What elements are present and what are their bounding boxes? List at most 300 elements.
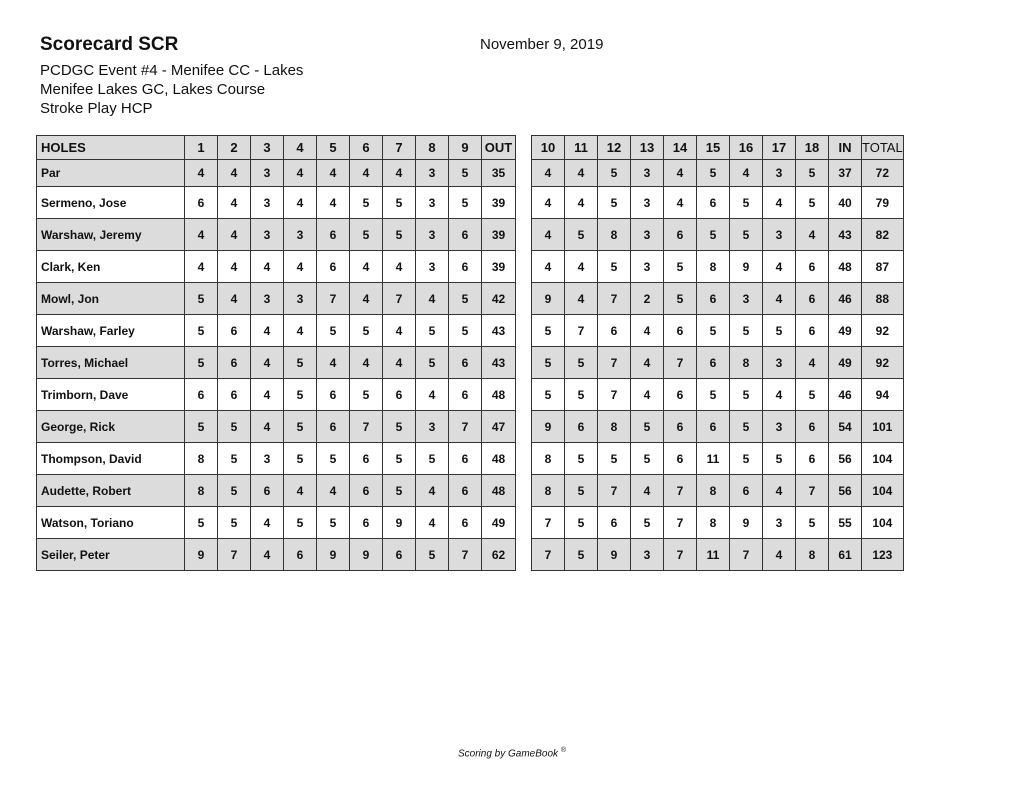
score-cell: 9 — [350, 539, 383, 571]
par-value: 4 — [185, 160, 218, 187]
score-cell: 6 — [697, 411, 730, 443]
score-cell: 42 — [482, 283, 516, 315]
score-cell: 6 — [664, 411, 697, 443]
score-cell: 5 — [416, 539, 449, 571]
hole-header: TOTAL — [862, 136, 904, 160]
score-cell: 6 — [383, 379, 416, 411]
score-cell: 104 — [862, 475, 904, 507]
score-cell: 8 — [796, 539, 829, 571]
par-value: 3 — [416, 160, 449, 187]
score-cell: 6 — [796, 315, 829, 347]
score-cell: 4 — [185, 219, 218, 251]
score-cell: 7 — [449, 411, 482, 443]
score-cell: 3 — [284, 219, 317, 251]
score-cell: 82 — [862, 219, 904, 251]
score-cell: 5 — [284, 379, 317, 411]
score-cell: 6 — [664, 315, 697, 347]
hole-header: IN — [829, 136, 862, 160]
score-cell: 5 — [416, 443, 449, 475]
par-value: 4 — [350, 160, 383, 187]
score-cell: 4 — [218, 219, 251, 251]
score-cell: 5 — [383, 219, 416, 251]
score-cell: 6 — [730, 475, 763, 507]
player-name: Trimborn, Dave — [37, 379, 185, 411]
score-cell: 43 — [482, 315, 516, 347]
score-cell: 4 — [763, 187, 796, 219]
score-cell: 3 — [416, 411, 449, 443]
player-row — [532, 475, 904, 507]
score-cell: 7 — [218, 539, 251, 571]
score-cell: 4 — [763, 539, 796, 571]
score-cell: 5 — [185, 347, 218, 379]
hole-header: 16 — [730, 136, 763, 160]
score-cell: 4 — [796, 347, 829, 379]
player-name: Thompson, David — [37, 443, 185, 475]
score-cell: 5 — [697, 315, 730, 347]
front-nine-table — [36, 135, 516, 571]
score-cell: 39 — [482, 219, 516, 251]
player-name: Clark, Ken — [37, 251, 185, 283]
score-cell: 43 — [482, 347, 516, 379]
score-cell: 4 — [631, 315, 664, 347]
score-cell: 7 — [383, 283, 416, 315]
player-row — [532, 443, 904, 475]
player-name: Audette, Robert — [37, 475, 185, 507]
score-cell: 6 — [185, 379, 218, 411]
score-cell: 5 — [317, 315, 350, 347]
score-cell: 4 — [251, 347, 284, 379]
score-cell: 56 — [829, 443, 862, 475]
score-cell: 3 — [416, 219, 449, 251]
score-cell: 55 — [829, 507, 862, 539]
score-cell: 5 — [565, 443, 598, 475]
hole-header: 18 — [796, 136, 829, 160]
score-cell: 47 — [482, 411, 516, 443]
par-value: 3 — [631, 160, 664, 187]
score-cell: 3 — [631, 219, 664, 251]
score-cell: 3 — [251, 283, 284, 315]
score-cell: 3 — [416, 251, 449, 283]
page-title: Scorecard SCR — [40, 34, 179, 55]
score-cell: 6 — [449, 443, 482, 475]
hole-header: 13 — [631, 136, 664, 160]
hole-header: 6 — [350, 136, 383, 160]
score-cell: 6 — [697, 283, 730, 315]
player-name: Warshaw, Farley — [37, 315, 185, 347]
score-cell: 6 — [218, 347, 251, 379]
score-cell: 5 — [284, 507, 317, 539]
score-cell: 123 — [862, 539, 904, 571]
score-cell: 4 — [532, 251, 565, 283]
score-cell: 5 — [449, 315, 482, 347]
score-cell: 5 — [796, 379, 829, 411]
score-cell: 5 — [796, 187, 829, 219]
score-cell: 5 — [532, 315, 565, 347]
score-cell: 4 — [763, 251, 796, 283]
par-value: 4 — [664, 160, 697, 187]
score-cell: 3 — [631, 539, 664, 571]
score-cell: 7 — [350, 411, 383, 443]
score-cell: 5 — [598, 443, 631, 475]
score-cell: 5 — [631, 411, 664, 443]
score-cell: 4 — [383, 347, 416, 379]
score-cell: 5 — [350, 315, 383, 347]
score-cell: 6 — [350, 507, 383, 539]
player-name: Watson, Toriano — [37, 507, 185, 539]
par-row — [37, 160, 516, 187]
score-cell: 4 — [251, 315, 284, 347]
score-cell: 4 — [251, 539, 284, 571]
score-cell: 6 — [284, 539, 317, 571]
par-value: 5 — [598, 160, 631, 187]
score-cell: 6 — [664, 443, 697, 475]
score-cell: 5 — [631, 507, 664, 539]
par-value: 4 — [532, 160, 565, 187]
score-cell: 54 — [829, 411, 862, 443]
score-cell: 46 — [829, 283, 862, 315]
back-nine-table — [531, 135, 904, 571]
score-cell: 5 — [730, 379, 763, 411]
score-cell: 7 — [565, 315, 598, 347]
player-row — [37, 219, 516, 251]
score-cell: 6 — [185, 187, 218, 219]
score-cell: 7 — [664, 539, 697, 571]
score-cell: 11 — [697, 539, 730, 571]
score-cell: 5 — [218, 411, 251, 443]
score-cell: 4 — [317, 347, 350, 379]
par-value: 5 — [449, 160, 482, 187]
score-cell: 104 — [862, 507, 904, 539]
score-cell: 5 — [631, 443, 664, 475]
score-cell: 4 — [664, 187, 697, 219]
score-cell: 7 — [449, 539, 482, 571]
score-cell: 6 — [218, 379, 251, 411]
score-cell: 5 — [532, 379, 565, 411]
player-name: Sermeno, Jose — [37, 187, 185, 219]
score-cell: 5 — [284, 411, 317, 443]
score-cell: 5 — [284, 347, 317, 379]
score-cell: 6 — [449, 219, 482, 251]
player-row — [37, 411, 516, 443]
player-name: Torres, Michael — [37, 347, 185, 379]
score-cell: 6 — [664, 219, 697, 251]
score-cell: 6 — [664, 379, 697, 411]
score-cell: 5 — [185, 283, 218, 315]
score-cell: 4 — [416, 283, 449, 315]
player-row — [37, 347, 516, 379]
score-cell: 9 — [532, 411, 565, 443]
score-cell: 40 — [829, 187, 862, 219]
score-cell: 8 — [598, 219, 631, 251]
score-cell: 49 — [482, 507, 516, 539]
registered-mark: ® — [560, 747, 566, 754]
score-cell: 3 — [251, 219, 284, 251]
score-cell: 6 — [317, 379, 350, 411]
score-cell: 5 — [350, 379, 383, 411]
score-cell: 9 — [730, 251, 763, 283]
score-cell: 4 — [251, 411, 284, 443]
score-cell: 6 — [317, 411, 350, 443]
hole-header: 17 — [763, 136, 796, 160]
score-cell: 4 — [565, 187, 598, 219]
score-cell: 8 — [598, 411, 631, 443]
score-cell: 94 — [862, 379, 904, 411]
score-cell: 61 — [829, 539, 862, 571]
hole-header: 1 — [185, 136, 218, 160]
par-value: 37 — [829, 160, 862, 187]
score-cell: 4 — [350, 251, 383, 283]
score-cell: 6 — [697, 347, 730, 379]
score-cell: 4 — [383, 315, 416, 347]
score-cell: 3 — [284, 283, 317, 315]
score-cell: 7 — [664, 475, 697, 507]
player-row — [532, 251, 904, 283]
player-row — [37, 539, 516, 571]
score-cell: 4 — [218, 187, 251, 219]
score-cell: 48 — [482, 443, 516, 475]
score-cell: 6 — [449, 251, 482, 283]
par-value: 3 — [763, 160, 796, 187]
score-cell: 8 — [697, 251, 730, 283]
score-cell: 4 — [317, 187, 350, 219]
score-cell: 46 — [829, 379, 862, 411]
player-row — [532, 219, 904, 251]
score-cell: 5 — [730, 315, 763, 347]
score-cell: 3 — [631, 251, 664, 283]
score-cell: 5 — [383, 475, 416, 507]
player-row — [37, 475, 516, 507]
score-cell: 2 — [631, 283, 664, 315]
score-cell: 4 — [565, 283, 598, 315]
holes-label: HOLES — [37, 136, 185, 160]
hole-header: 7 — [383, 136, 416, 160]
score-cell: 9 — [730, 507, 763, 539]
score-cell: 104 — [862, 443, 904, 475]
score-cell: 6 — [218, 315, 251, 347]
hole-header: 12 — [598, 136, 631, 160]
score-cell: 9 — [532, 283, 565, 315]
score-cell: 5 — [565, 475, 598, 507]
score-cell: 62 — [482, 539, 516, 571]
score-cell: 3 — [763, 507, 796, 539]
score-cell: 101 — [862, 411, 904, 443]
par-label: Par — [37, 160, 185, 187]
score-cell: 6 — [796, 411, 829, 443]
score-cell: 5 — [416, 315, 449, 347]
score-cell: 11 — [697, 443, 730, 475]
score-cell: 5 — [565, 539, 598, 571]
hole-header: 4 — [284, 136, 317, 160]
event-date: November 9, 2019 — [480, 36, 604, 53]
score-cell: 6 — [251, 475, 284, 507]
score-cell: 5 — [284, 443, 317, 475]
score-cell: 7 — [598, 283, 631, 315]
score-cell: 4 — [416, 475, 449, 507]
play-format: Stroke Play HCP — [40, 100, 153, 117]
player-row — [37, 187, 516, 219]
score-cell: 4 — [284, 251, 317, 283]
score-cell: 4 — [284, 315, 317, 347]
score-cell: 4 — [383, 251, 416, 283]
score-cell: 3 — [416, 187, 449, 219]
player-row — [37, 251, 516, 283]
course-name: Menifee Lakes GC, Lakes Course — [40, 81, 266, 98]
score-cell: 3 — [763, 411, 796, 443]
player-row — [532, 187, 904, 219]
score-cell: 6 — [449, 347, 482, 379]
player-row — [532, 411, 904, 443]
score-cell: 6 — [598, 315, 631, 347]
score-cell: 5 — [598, 187, 631, 219]
score-cell: 5 — [449, 283, 482, 315]
score-cell: 49 — [829, 347, 862, 379]
hole-header: 14 — [664, 136, 697, 160]
score-cell: 4 — [532, 187, 565, 219]
score-cell: 6 — [383, 539, 416, 571]
score-cell: 4 — [763, 379, 796, 411]
score-cell: 3 — [730, 283, 763, 315]
player-row — [532, 379, 904, 411]
score-cell: 39 — [482, 187, 516, 219]
hole-header: 8 — [416, 136, 449, 160]
player-row — [532, 315, 904, 347]
score-cell: 49 — [829, 315, 862, 347]
score-cell: 8 — [532, 475, 565, 507]
score-cell: 5 — [532, 347, 565, 379]
score-cell: 4 — [251, 251, 284, 283]
score-cell: 5 — [664, 283, 697, 315]
score-cell: 5 — [185, 507, 218, 539]
score-cell: 4 — [631, 379, 664, 411]
player-row — [37, 507, 516, 539]
score-cell: 6 — [317, 251, 350, 283]
score-cell: 8 — [185, 443, 218, 475]
par-row — [532, 160, 904, 187]
score-cell: 8 — [532, 443, 565, 475]
hole-header: 10 — [532, 136, 565, 160]
par-value: 5 — [796, 160, 829, 187]
score-cell: 48 — [829, 251, 862, 283]
hole-header: 3 — [251, 136, 284, 160]
par-value: 4 — [730, 160, 763, 187]
player-row — [37, 443, 516, 475]
player-row — [532, 283, 904, 315]
score-cell: 4 — [218, 283, 251, 315]
score-cell: 5 — [449, 187, 482, 219]
score-cell: 4 — [631, 347, 664, 379]
hole-header: 11 — [565, 136, 598, 160]
score-cell: 5 — [416, 347, 449, 379]
score-cell: 79 — [862, 187, 904, 219]
score-cell: 5 — [565, 379, 598, 411]
score-cell: 5 — [218, 475, 251, 507]
par-value: 35 — [482, 160, 516, 187]
score-cell: 4 — [416, 379, 449, 411]
score-cell: 5 — [763, 315, 796, 347]
score-cell: 9 — [185, 539, 218, 571]
score-cell: 5 — [350, 187, 383, 219]
score-cell: 5 — [697, 219, 730, 251]
score-cell: 9 — [317, 539, 350, 571]
score-cell: 3 — [763, 347, 796, 379]
score-cell: 9 — [383, 507, 416, 539]
score-cell: 6 — [796, 283, 829, 315]
score-cell: 4 — [350, 283, 383, 315]
score-cell: 4 — [284, 475, 317, 507]
footer-text: Scoring by GameBook — [457, 748, 559, 760]
score-cell: 5 — [218, 443, 251, 475]
event-name: PCDGC Event #4 - Menifee CC - Lakes — [40, 62, 304, 79]
par-value: 4 — [218, 160, 251, 187]
player-row — [37, 315, 516, 347]
score-cell: 4 — [565, 251, 598, 283]
score-cell: 5 — [730, 411, 763, 443]
score-cell: 7 — [532, 539, 565, 571]
score-cell: 92 — [862, 315, 904, 347]
score-cell: 4 — [350, 347, 383, 379]
score-cell: 8 — [185, 475, 218, 507]
player-row — [37, 379, 516, 411]
score-cell: 48 — [482, 379, 516, 411]
hole-header: 9 — [449, 136, 482, 160]
score-cell: 5 — [730, 443, 763, 475]
score-cell: 4 — [416, 507, 449, 539]
score-cell: 56 — [829, 475, 862, 507]
score-cell: 5 — [185, 315, 218, 347]
score-cell: 6 — [350, 475, 383, 507]
hole-header: 2 — [218, 136, 251, 160]
score-cell: 8 — [697, 507, 730, 539]
player-name: Mowl, Jon — [37, 283, 185, 315]
par-value: 72 — [862, 160, 904, 187]
score-cell: 5 — [598, 251, 631, 283]
score-cell: 5 — [350, 219, 383, 251]
player-row — [532, 539, 904, 571]
score-cell: 5 — [383, 411, 416, 443]
score-cell: 4 — [284, 187, 317, 219]
score-cell: 4 — [185, 251, 218, 283]
score-cell: 7 — [598, 379, 631, 411]
score-cell: 87 — [862, 251, 904, 283]
score-cell: 5 — [317, 443, 350, 475]
score-cell: 6 — [697, 187, 730, 219]
player-name: Seiler, Peter — [37, 539, 185, 571]
par-value: 4 — [383, 160, 416, 187]
footer-credit — [0, 747, 1024, 759]
score-cell: 5 — [730, 219, 763, 251]
score-cell: 5 — [317, 507, 350, 539]
score-cell: 48 — [482, 475, 516, 507]
score-cell: 5 — [730, 187, 763, 219]
par-value: 3 — [251, 160, 284, 187]
score-cell: 7 — [664, 507, 697, 539]
score-cell: 5 — [664, 251, 697, 283]
back-header-row — [532, 136, 904, 160]
par-value: 4 — [284, 160, 317, 187]
score-cell: 6 — [449, 507, 482, 539]
score-cell: 7 — [317, 283, 350, 315]
score-cell: 4 — [796, 219, 829, 251]
score-cell: 5 — [565, 219, 598, 251]
score-cell: 4 — [763, 283, 796, 315]
hole-header: OUT — [482, 136, 516, 160]
hole-header: 5 — [317, 136, 350, 160]
score-cell: 5 — [565, 507, 598, 539]
score-cell: 7 — [532, 507, 565, 539]
score-cell: 4 — [251, 379, 284, 411]
score-cell: 5 — [218, 507, 251, 539]
score-cell: 6 — [449, 379, 482, 411]
